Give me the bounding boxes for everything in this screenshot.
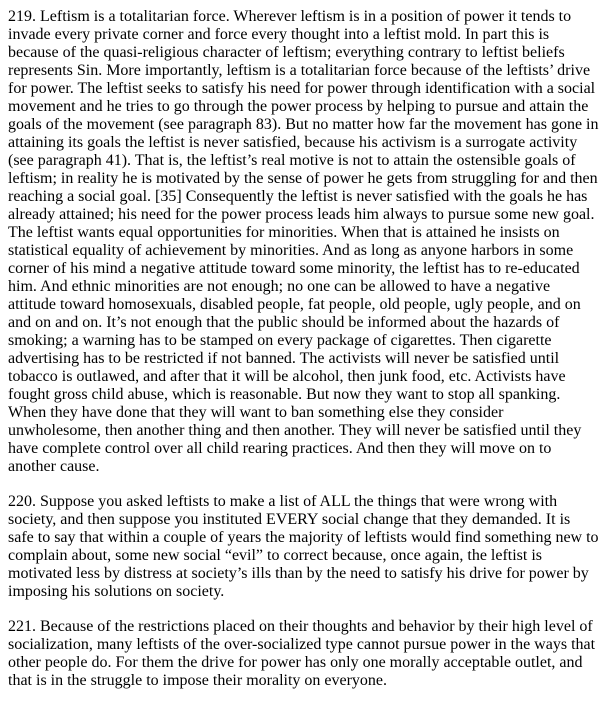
paragraph-220: 220. Suppose you asked leftists to make a list of ALL the things that were wrong with society, and then suppose you instituted EVERY social change that they demanded. It is safe to say that within a couple of years the majority of leftists would find something new to complain about, some new social “evil” to correct because, once again, the leftist is motivated less by distress at society’s ills than by the need to satisfy his drive for power by imposing his solutions on society. [8,493,599,600]
paragraph-221: 221. Because of the restrictions placed on their thoughts and behavior by their high level of socialization, many leftists of the over-socialized type cannot pursue power in the ways that other people do. For them the drive for power has only one morally acceptable outlet, and that is in the struggle to impose their morality on everyone. [8,618,596,689]
paragraph-219: 219. Leftism is a totalitarian force. Wherever leftism is in a position of power it tends to invade every private corner and force every thought into a leftist mold. In part this is because of the quasi-religious character of leftism; everything contrary to leftist beliefs represents Sin. More importantly, leftism is a totalitarian force because of the leftists’ drive for power. The leftist seeks to satisfy his need for power through identification with a social movement and he tries to go through the power process by helping to pursue and attain the goals of the movement (see paragraph 83). But no matter how far the movement has gone in attaining its goals the leftist is never satisfied, because his activism is a surrogate activity (see paragraph 41). That is, the leftist’s real motive is not to attain the ostensible goals of leftism; in reality he is motivated by the sense of power he gets from struggling for and then reaching a social goal. [35] Consequently the leftist is never satisfied with the goals he has already attained; his need for the power process leads him always to pursue some new goal. The leftist wants equal opportunities for minorities. When that is attained he insists on statistical equality of achievement by minorities. And as long as anyone harbors in some corner of his mind a negative attitude toward some minority, the leftist has to re-educated him. And ethnic minorities are not enough; no one can be allowed to have a negative attitude toward homosexuals, disabled people, fat people, old people, ugly people, and on and on and on. It’s not enough that the public should be informed about the hazards of smoking; a warning has to be stamped on every package of cigarettes. Then cigarette advertising has to be restricted if not banned. The activists will never be satisfied until tobacco is outlawed, and after that it will be alcohol, then junk food, etc. Activists have fought gross child abuse, which is reasonable. But now they want to stop all spanking. When they have done that they will want to ban something else they consider unwholesome, then another thing and then another. They will never be satisfied until they have complete control over all child rearing practices. And then they will move on to another cause. [8,8,599,475]
